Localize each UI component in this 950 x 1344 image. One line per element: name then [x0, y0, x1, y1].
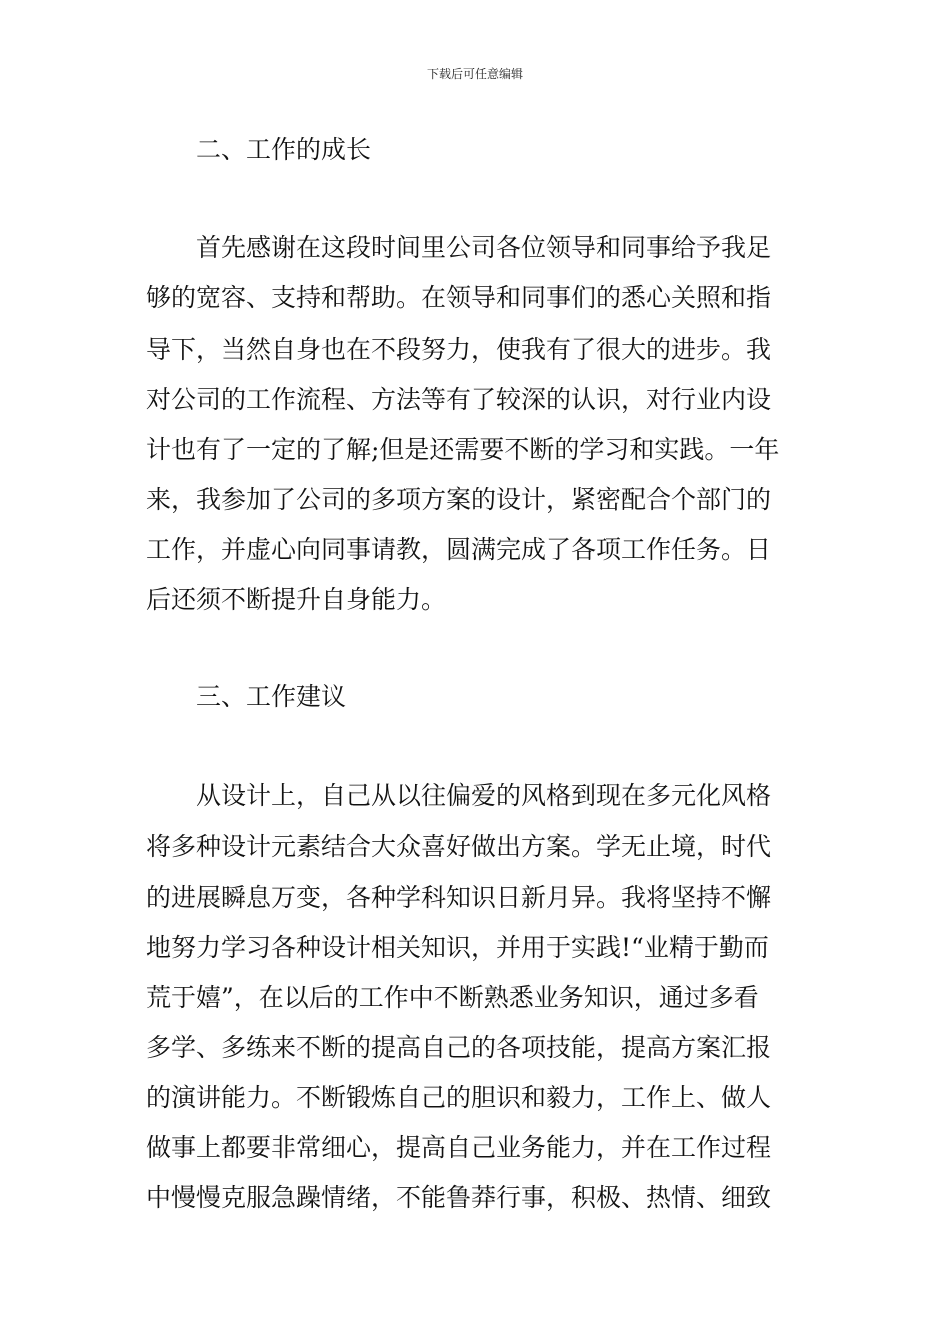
paragraph-line: 后还须不断提升自身能力。 [146, 585, 447, 614]
paragraph-line: 计也有了一定的了解;但是还需要不断的学习和实践。一年 [146, 435, 780, 464]
section-heading-growth: 二、工作的成长 [196, 135, 372, 164]
paragraph-line: 导下，当然自身也在不段努力，使我有了很大的进步。我 [146, 335, 772, 364]
paragraph-line: 地努力学习各种设计相关知识，并用于实践!“业精于勤而 [146, 933, 769, 962]
header-note: 下载后可任意编辑 [426, 67, 523, 81]
paragraph-line: 首先感谢在这段时间里公司各位领导和同事给予我足 [196, 233, 772, 262]
paragraph-line: 荒于嬉”，在以后的工作中不断熟悉业务知识，通过多看 [146, 983, 759, 1012]
paragraph-line: 来，我参加了公司的多项方案的设计，紧密配合个部门的 [146, 485, 772, 514]
paragraph-line: 的演讲能力。不断锻炼自己的胆识和毅力，工作上、做人 [146, 1083, 772, 1112]
paragraph-line: 够的宽容、支持和帮助。在领导和同事们的悉心关照和指 [146, 283, 772, 312]
paragraph-line: 对公司的工作流程、方法等有了较深的认识，对行业内设 [146, 385, 772, 414]
paragraph-line: 做事上都要非常细心，提高自己业务能力，并在工作过程 [146, 1133, 772, 1162]
paragraph-line: 多学、多练来不断的提高自己的各项技能，提高方案汇报 [146, 1033, 772, 1062]
section-heading-suggestions: 三、工作建议 [196, 682, 347, 711]
paragraph-line: 从设计上，自己从以往偏爱的风格到现在多元化风格 [196, 781, 772, 810]
paragraph-line: 的进展瞬息万变，各种学科知识日新月异。我将坚持不懈 [146, 883, 772, 912]
paragraph-line: 中慢慢克服急躁情绪，不能鲁莽行事，积极、热情、细致 [146, 1183, 772, 1212]
paragraph-line: 将多种设计元素结合大众喜好做出方案。学无止境，时代 [146, 832, 772, 861]
paragraph-line: 工作，并虚心向同事请教，圆满完成了各项工作任务。日 [146, 535, 772, 564]
